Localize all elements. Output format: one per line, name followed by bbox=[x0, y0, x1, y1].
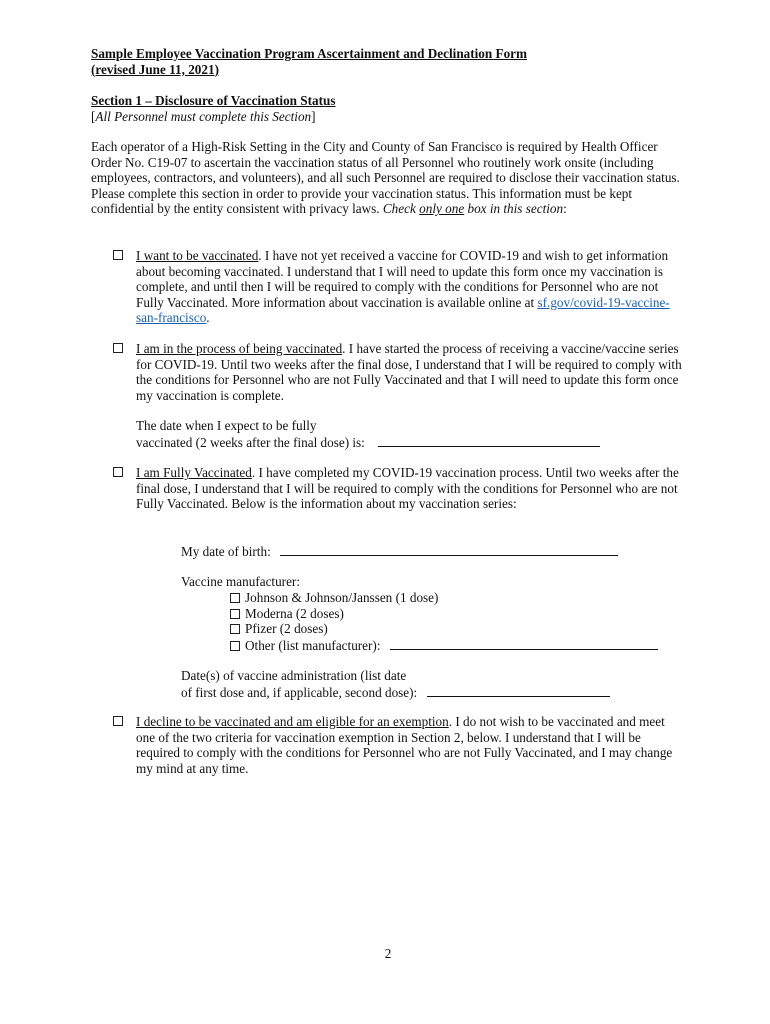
vaccine-info-link[interactable]: sf.gov/covid-19-vaccine-san-francisco bbox=[136, 294, 670, 326]
option-fully-vaccinated-checkbox[interactable] bbox=[113, 467, 123, 477]
option-decline-exemption-body: . I do not wish to be vaccinated and meet one of the two criteria for vaccination exemption in Section 2, below. I understand that I will be required to comply with the conditions for Personnel who are not Fully Vaccinated, and I may change my mind at any time. bbox=[136, 714, 673, 776]
form-title-line1: Sample Employee Vaccination Program Ascertainment and Declination Form bbox=[91, 46, 528, 61]
form-title-line2: (revised June 11, 2021) bbox=[91, 61, 219, 77]
section-1-header bbox=[91, 93, 711, 124]
bracket-close: ] bbox=[311, 108, 316, 124]
expected-date-label-1: The date when I expect to be fully bbox=[136, 418, 317, 433]
intro-paragraph bbox=[91, 139, 681, 217]
option-in-process-body: . I have started the process of receiving a vaccine/vaccine series for COVID-19. Until two weeks after the final dose, I understand that I will be required to comply with the conditions for Personnel who are not Fully Vaccinated and that I will need to update this form once my vaccination is complete. bbox=[136, 341, 682, 403]
manufacturer-other-label: Other (list manufacturer): bbox=[245, 637, 381, 653]
administration-date-input-line[interactable] bbox=[427, 684, 610, 697]
manufacturer-options bbox=[230, 590, 685, 653]
option-want-vaccinated-body: . I have not yet received a vaccine for COVID-19 and wish to get information about becoming vaccinated. I understand that I will need to update this form once my vaccination is complete, and until then I will be required to comply with the conditions for Personnel who are not Fully Vaccinated. More information about vaccination is available online at bbox=[136, 248, 669, 310]
manufacturer-pfizer-label: Pfizer (2 doses) bbox=[245, 621, 328, 637]
option-fully-vaccinated-body: . I have completed my COVID-19 vaccination process. Until two weeks after the final dose, I understand that I will be required to comply with the conditions for Personnel who are not Fully Vaccinated. Below is the information about my vaccination series: bbox=[136, 465, 679, 512]
expected-date-field bbox=[136, 418, 676, 450]
option-want-vaccinated-end: . bbox=[206, 310, 210, 326]
section-1-subheading: All Personnel must complete this Section bbox=[95, 108, 312, 124]
dob-input-line[interactable] bbox=[280, 543, 618, 556]
option-decline-exemption bbox=[113, 714, 683, 776]
option-want-vaccinated-label: I want to be vaccinated bbox=[136, 248, 259, 263]
option-in-process-label: I am in the process of being vaccinated bbox=[136, 341, 343, 356]
option-want-vaccinated-checkbox[interactable] bbox=[113, 250, 123, 260]
manufacturer-option-pfizer bbox=[230, 621, 685, 637]
option-decline-exemption-label: I decline to be vaccinated and am eligible for an exemption bbox=[136, 714, 449, 729]
expected-date-label-2: vaccinated (2 weeks after the final dose) is: bbox=[136, 434, 365, 450]
option-decline-exemption-checkbox[interactable] bbox=[113, 716, 123, 726]
manufacturer-option-moderna bbox=[230, 606, 685, 622]
section-1-heading: Section 1 – Disclosure of Vaccination Status bbox=[91, 93, 336, 108]
expected-date-input-line[interactable] bbox=[378, 434, 600, 447]
option-want-vaccinated-text bbox=[136, 248, 683, 326]
manufacturer-other-checkbox[interactable] bbox=[230, 641, 240, 651]
administration-date-label-2: of first dose and, if applicable, second dose): bbox=[181, 684, 418, 700]
page-number: 2 bbox=[384, 946, 392, 961]
manufacturer-jnj-checkbox[interactable] bbox=[230, 593, 240, 603]
intro-check-only-one: only one bbox=[419, 201, 465, 217]
manufacturer-moderna-label: Moderna (2 doses) bbox=[245, 605, 344, 621]
administration-date-field bbox=[181, 668, 661, 700]
manufacturer-jnj-label: Johnson & Johnson/Janssen (1 dose) bbox=[245, 590, 439, 605]
option-decline-exemption-text bbox=[136, 714, 683, 776]
manufacturer-moderna-checkbox[interactable] bbox=[230, 609, 240, 619]
option-fully-vaccinated-label: I am Fully Vaccinated bbox=[136, 465, 252, 480]
intro-check-post: box in this section bbox=[464, 201, 564, 217]
option-in-process-text bbox=[136, 341, 683, 403]
option-in-process bbox=[113, 341, 683, 403]
intro-colon: : bbox=[563, 201, 567, 217]
option-want-vaccinated bbox=[113, 248, 683, 326]
manufacturer-label: Vaccine manufacturer: bbox=[181, 574, 300, 589]
option-fully-vaccinated bbox=[113, 465, 683, 512]
option-fully-vaccinated-text bbox=[136, 465, 683, 512]
manufacturer-option-other bbox=[230, 637, 685, 654]
manufacturer-pfizer-checkbox[interactable] bbox=[230, 624, 240, 634]
form-title bbox=[91, 46, 711, 77]
intro-check-pre: Check bbox=[382, 201, 420, 217]
option-in-process-checkbox[interactable] bbox=[113, 343, 123, 353]
dob-field bbox=[181, 543, 661, 560]
manufacturer-other-input-line[interactable] bbox=[390, 637, 658, 650]
manufacturer-option-jnj bbox=[230, 590, 685, 606]
bracket-open: [ bbox=[91, 108, 96, 124]
administration-date-label-1: Date(s) of vaccine administration (list date bbox=[181, 668, 407, 683]
dob-label: My date of birth: bbox=[181, 544, 271, 559]
intro-text: Each operator of a High-Risk Setting in the City and County of San Francisco is required by Health Officer Order No. C19-07 to ascertain the vaccination status of all Personnel who routinely work onsite (including employees, contractors, and volunteers), and all such Personnel are required to disclose their vaccination status. Please complete this section in order to provide your vaccination status. This information must be kept confidential by the entity consistent with privacy laws. bbox=[91, 139, 680, 217]
